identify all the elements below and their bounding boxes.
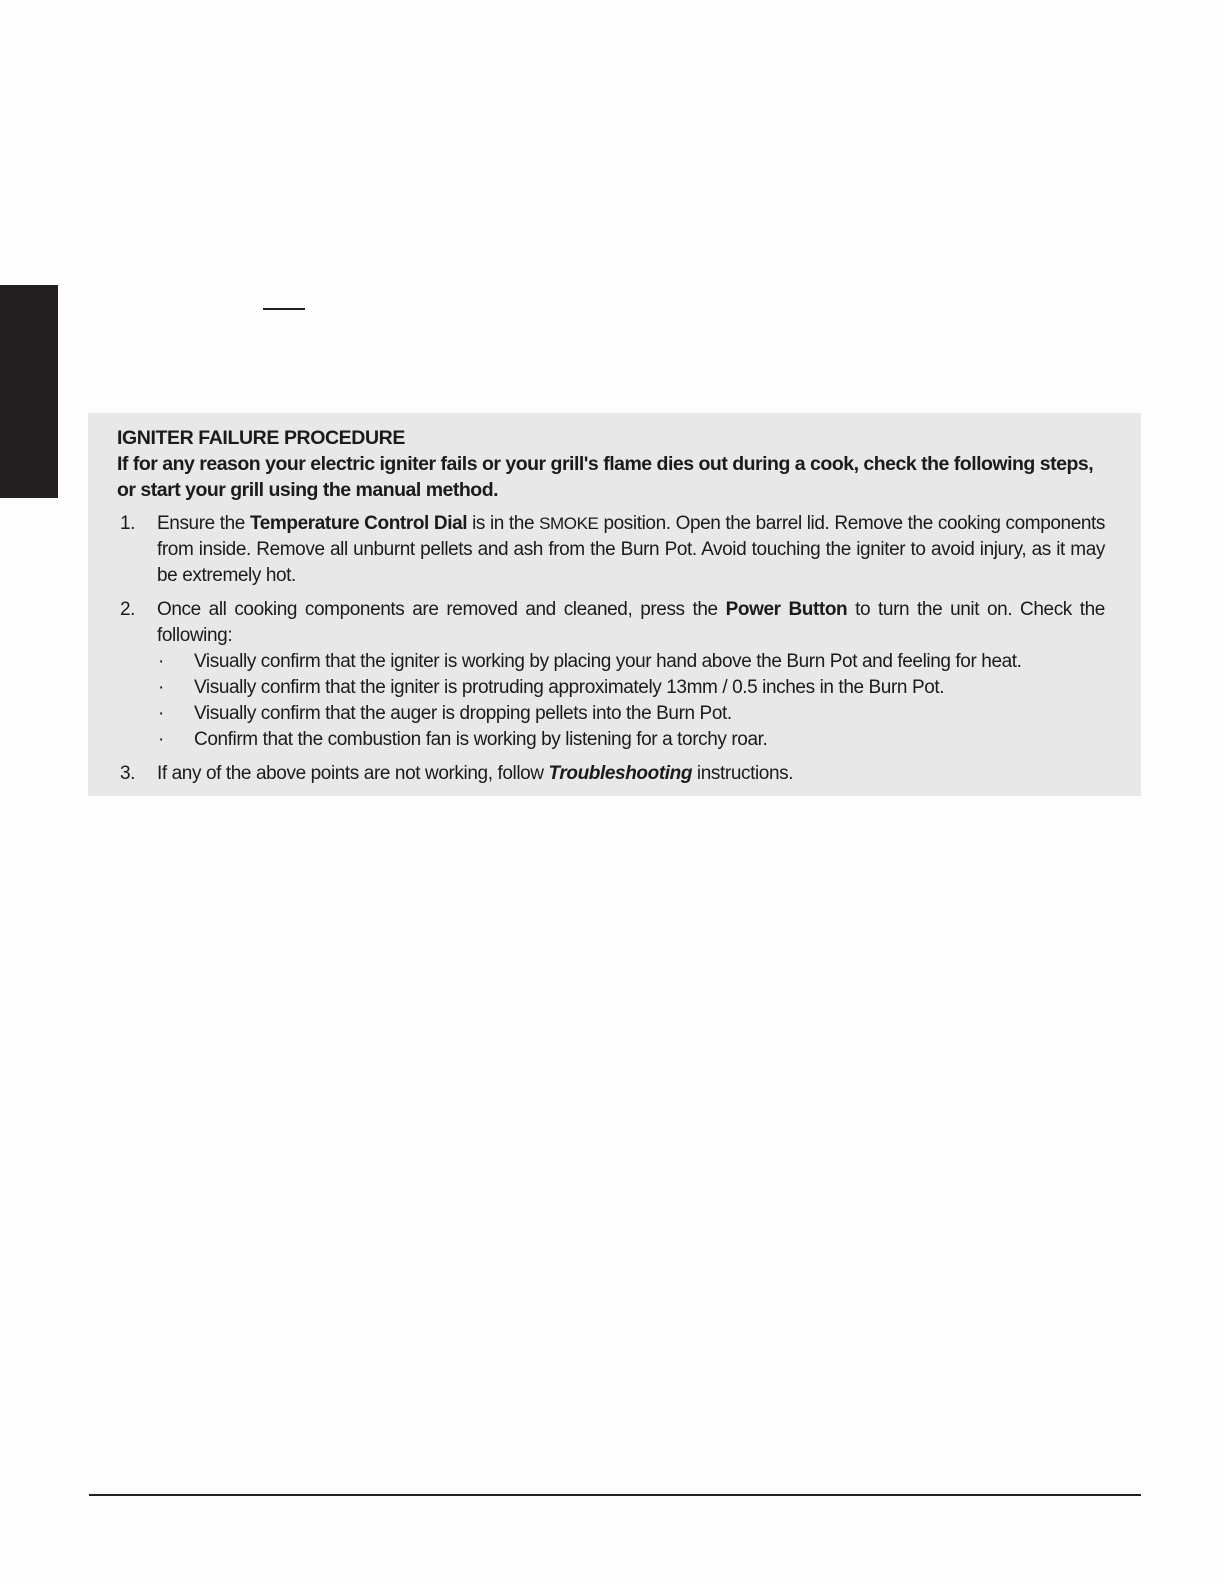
step-1 [117, 511, 1105, 589]
list-item [157, 649, 1105, 675]
list-item-text: Visually confirm that the igniter is working by placing your hand above the Burn Pot and feeling for heat. [194, 651, 1022, 672]
short-rule [263, 308, 305, 310]
list-item-text: Visually confirm that the igniter is protruding approximately 13mm / 0.5 inches in the Burn Pot. [194, 677, 945, 698]
step-text: Ensure the [157, 513, 250, 534]
step-text: to turn the unit on. Check the following: [157, 599, 1105, 646]
step-text: position. Open the barrel lid. Remove the cooking components from inside. Remove all unburnt pellets and ash from the Burn Pot. Avoid touching the igniter to avoid injury, as it may be extremely hot. [157, 513, 1106, 586]
bullet-icon: · [158, 651, 164, 672]
temperature-control-dial-term: Temperature Control Dial [249, 513, 468, 534]
power-button-term: Power Button [725, 599, 848, 620]
bullet-icon: · [158, 729, 164, 750]
notice-title: IGNITER FAILURE PROCEDURE [117, 427, 405, 449]
igniter-failure-notice [88, 413, 1141, 796]
bullet-icon: · [158, 703, 164, 724]
procedure-steps [117, 511, 1105, 787]
troubleshooting-reference: Troubleshooting [548, 763, 693, 784]
step-number: 3. [120, 763, 136, 784]
section-side-tab [0, 285, 58, 498]
smoke-position-term: SMOKE [539, 514, 599, 533]
step-text: instructions. [692, 763, 794, 784]
list-item [157, 701, 1105, 727]
list-item-text: Visually confirm that the auger is dropping pellets into the Burn Pot. [194, 703, 732, 724]
check-list [157, 649, 1105, 753]
step-2 [117, 597, 1105, 753]
footer-rule [89, 1494, 1141, 1496]
list-item-text: Confirm that the combustion fan is working by listening for a torchy roar. [194, 729, 768, 750]
step-text: If any of the above points are not working, follow [157, 763, 549, 784]
list-item [157, 727, 1105, 753]
step-3 [117, 761, 1105, 787]
step-number: 1. [120, 513, 136, 534]
step-number: 2. [120, 599, 136, 620]
bullet-icon: · [158, 677, 164, 698]
notice-intro: If for any reason your electric igniter fails or your grill's flame dies out during a cook, check the following steps, or start your grill using the manual method. [117, 453, 1094, 501]
step-text: Once all cooking components are removed and cleaned, press the [157, 599, 726, 620]
step-text: is in the [467, 513, 540, 534]
list-item [157, 675, 1105, 701]
